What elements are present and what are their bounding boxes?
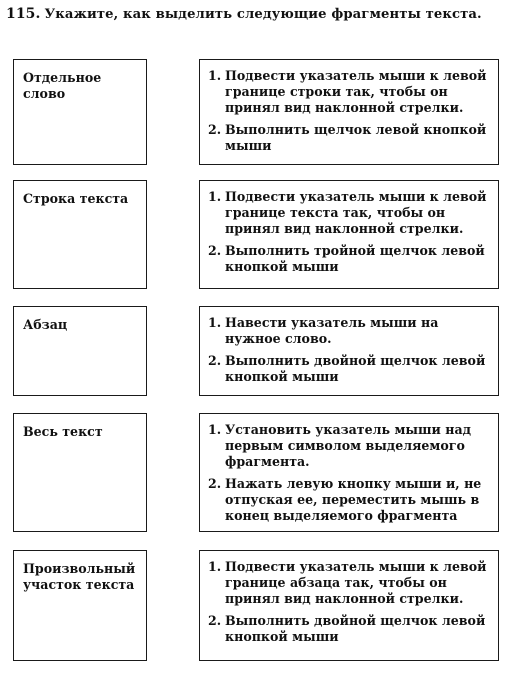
action-box-line — [199, 180, 499, 289]
fragment-label: Весь текст — [23, 424, 103, 439]
step-number: 1. — [208, 315, 222, 330]
step-text: Выполнить щелчок левой кнопкой мыши — [225, 122, 487, 153]
step-number: 1. — [208, 559, 222, 574]
step-text: Выполнить двойной щелчок левой кнопкой мыши — [225, 613, 486, 644]
fragment-label: Отдельное слово — [23, 70, 102, 101]
fragment-box-word — [13, 59, 147, 165]
action-step — [208, 243, 490, 275]
step-number: 2. — [208, 476, 222, 491]
fragment-box-paragraph — [13, 306, 147, 396]
step-number: 1. — [208, 422, 222, 437]
fragment-label: Произвольный участок текста — [23, 561, 136, 592]
step-text: Нажать левую кнопку мыши и, не отпуская ее, переместить мышь в конец выделяемого фрагмента — [225, 476, 482, 523]
fragment-label: Строка текста — [23, 191, 129, 206]
action-step — [208, 315, 490, 347]
action-step — [208, 476, 490, 524]
step-number: 1. — [208, 68, 222, 83]
action-step — [208, 422, 490, 470]
action-step — [208, 559, 490, 607]
action-step — [208, 122, 490, 154]
action-box-arbitrary — [199, 550, 499, 661]
step-text: Навести указатель мыши на нужное слово. — [225, 315, 439, 346]
step-text: Подвести указатель мыши к левой границе текста так, чтобы он принял вид наклонной стрелки. — [225, 189, 487, 236]
action-step — [208, 613, 490, 645]
fragment-label: Абзац — [23, 317, 68, 332]
step-text: Выполнить двойной щелчок левой кнопкой мыши — [225, 353, 486, 384]
step-number: 2. — [208, 122, 222, 137]
step-text: Установить указатель мыши над первым символом выделяемого фрагмента. — [225, 422, 472, 469]
task-heading — [6, 6, 506, 22]
action-box-all-text — [199, 413, 499, 532]
action-step — [208, 353, 490, 385]
step-text: Подвести указатель мыши к левой границе строки так, чтобы он принял вид наклонной стрелки. — [225, 68, 487, 115]
fragment-box-all-text — [13, 413, 147, 532]
step-number: 2. — [208, 243, 222, 258]
step-number: 2. — [208, 353, 222, 368]
step-number: 2. — [208, 613, 222, 628]
step-number: 1. — [208, 189, 222, 204]
step-text: Выполнить тройной щелчок левой кнопкой мыши — [225, 243, 485, 274]
action-step — [208, 68, 490, 116]
action-step — [208, 189, 490, 237]
task-number: 115. — [6, 6, 41, 22]
fragment-box-line — [13, 180, 147, 289]
action-box-word — [199, 59, 499, 165]
step-text: Подвести указатель мыши к левой границе абзаца так, чтобы он принял вид наклонной стрелки. — [225, 559, 487, 606]
action-box-paragraph — [199, 306, 499, 396]
fragment-box-arbitrary — [13, 550, 147, 661]
task-title: Укажите, как выделить следующие фрагменты текста. — [44, 7, 482, 22]
